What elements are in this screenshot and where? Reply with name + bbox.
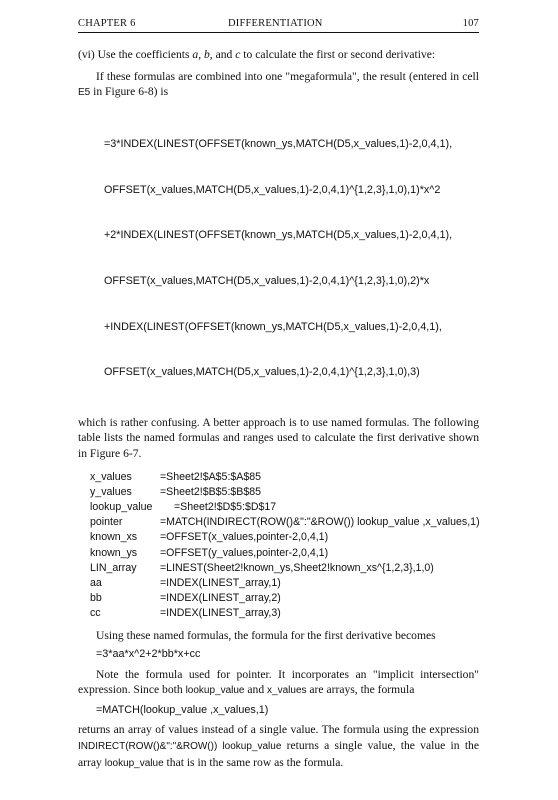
formula-definition: =INDEX(LINEST_array,2) [160, 592, 281, 605]
formula-name: lookup_value [90, 501, 153, 513]
megaformula-block [104, 107, 479, 411]
named-formula-row [90, 470, 479, 485]
formula-definition: =LINEST(Sheet2!known_ys,Sheet2!known_xs^{1,2,3},1,0) [160, 561, 434, 574]
formula-name: x_values [90, 470, 132, 483]
named-formula-row [90, 576, 479, 591]
cell-reference: E5 [78, 87, 91, 99]
named-formula-row [90, 546, 479, 561]
formula-definition: =Sheet2!$B$5:$B$85 [160, 485, 262, 498]
named-formula-row [90, 515, 479, 530]
formula-name: pointer [90, 516, 123, 529]
formula-definition: =Sheet2!$D$5:$D$17 [174, 501, 277, 513]
formula-name: aa [90, 576, 102, 589]
chapter-title: DIFFERENTIATION [228, 18, 323, 29]
formula-name: known_ys [90, 546, 138, 559]
derivative-formula: =3*aa*x^2+2*bb*x+cc [96, 648, 201, 661]
named-formulas-table [90, 470, 479, 622]
megaformula-line: =3*INDEX(LINEST(OFFSET(known_ys,MATCH(D5,x_values,1)-2,0,4,1), [104, 138, 453, 151]
named-formulas-intro: which is rather confusing. A better approach is to use named formulas. The following table lists the named formulas and ranges used to calculate the first derivative shown in Figure 6-7. [78, 415, 479, 461]
implicit-intersection-explanation: returns an array of values instead of a single value. The formula using the expression INDIRECT(ROW()&":"&ROW()) lookup_value returns a single value, the value in the array lookup_value that is in the same row as the formula. [78, 723, 479, 769]
named-formula-row [90, 485, 479, 500]
named-formula-row [90, 500, 479, 515]
megaformula-line: +2*INDEX(LINEST(OFFSET(known_ys,MATCH(D5,x_values,1)-2,0,4,1), [104, 229, 453, 242]
formula-definition: =OFFSET(y_values,pointer-2,0,4,1) [160, 546, 329, 559]
megaformula-line: +INDEX(LINEST(OFFSET(known_ys,MATCH(D5,x_values,1)-2,0,4,1), [104, 320, 442, 333]
derivative-intro: Using these named formulas, the formula for the first derivative becomes [96, 628, 436, 642]
named-formula-row [90, 530, 479, 545]
formula-definition: =INDEX(LINEST_array,1) [160, 576, 281, 589]
megaformula-intro: If these formulas are combined into one "megaformula", the result (entered in cell E5 in Figure 6-8) is [78, 69, 479, 99]
megaformula-line: OFFSET(x_values,MATCH(D5,x_values,1)-2,0,4,1)^{1,2,3},1,0),2)*x [104, 275, 430, 288]
match-formula: =MATCH(lookup_value ,x_values,1) [96, 703, 269, 716]
named-formula-row [90, 606, 479, 621]
formula-name: LIN_array [90, 561, 137, 574]
pointer-note: Note the formula used for pointer. It incorporates an "implicit intersection" expression. Since both lookup_value and x_values are arrays, the formula [78, 667, 479, 697]
step-vi-intro: (vi) Use the coefficients a, b, and c to calculate the first or second derivative: [78, 48, 436, 61]
formula-definition: =MATCH(INDIRECT(ROW()&":"&ROW()) lookup_value ,x_values,1) [160, 516, 480, 529]
formula-name: bb [90, 592, 102, 605]
megaformula-line: OFFSET(x_values,MATCH(D5,x_values,1)-2,0,4,1)^{1,2,3},1,0),1)*x^2 [104, 183, 441, 196]
formula-name: cc [90, 607, 101, 620]
formula-name: known_xs [90, 531, 138, 544]
chapter-label: CHAPTER 6 [78, 18, 136, 29]
megaformula-line: OFFSET(x_values,MATCH(D5,x_values,1)-2,0,4,1)^{1,2,3},1,0),3) [104, 366, 420, 379]
formula-definition: =INDEX(LINEST_array,3) [160, 607, 281, 620]
named-formula-row [90, 561, 479, 576]
formula-name: y_values [90, 485, 132, 498]
formula-definition: =OFFSET(x_values,pointer-2,0,4,1) [160, 531, 329, 544]
named-formula-row [90, 591, 479, 606]
page-body [78, 47, 479, 771]
running-header [78, 18, 479, 33]
page-number: 107 [462, 18, 479, 29]
formula-definition: =Sheet2!$A$5:$A$85 [160, 470, 262, 483]
